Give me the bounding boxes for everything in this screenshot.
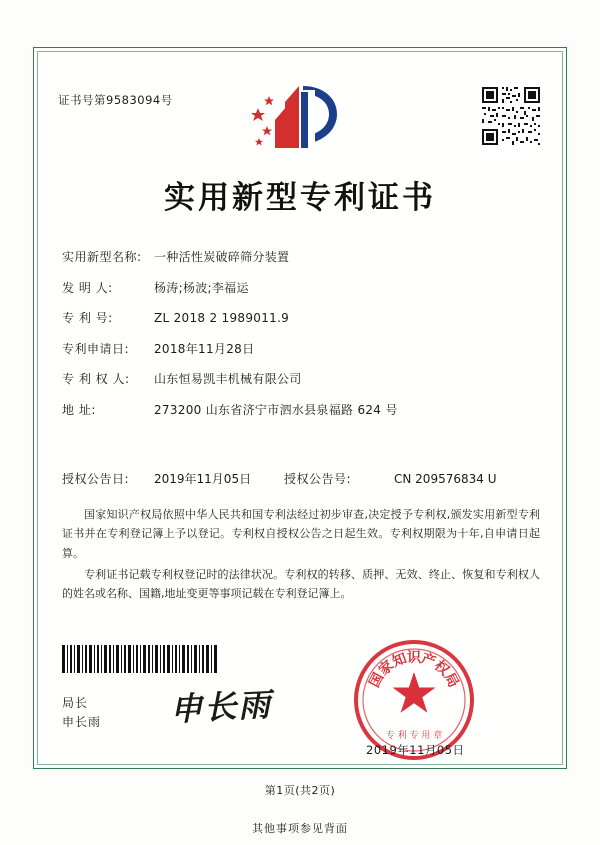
grant-number-label: 授权公告号:: [284, 472, 352, 486]
svg-text:专 利 专 用 章: 专 利 专 用 章: [385, 731, 443, 741]
field-label: 地 址:: [62, 402, 96, 417]
field-value: 273200 山东省济宁市泗水县泉福路 624 号: [154, 402, 398, 417]
grant-date-label: 授权公告日:: [62, 472, 130, 486]
svg-text:产: 产: [419, 650, 438, 671]
legal-paragraph-2: 专利证书记载专利权登记时的法律状况。专利权的转移、质押、无效、终止、恢复和专利权人的姓名或名称、国籍,地址变更等事项记载在专利登记簿上。: [62, 567, 540, 600]
field-utility-model-name: [62, 248, 542, 265]
svg-text:权: 权: [431, 657, 453, 679]
legal-paragraph-1: 国家知识产权局依照中华人民共和国专利法经过初步审查,决定授予专利权,颁发实用新型专利证书并在专利登记簿上予以登记。专利权自授权公告之日起生效。专利权期限为十年,自申请日起算。: [62, 508, 540, 560]
field-patent-number: [62, 309, 542, 326]
footer-note: 其他事项参见背面: [252, 822, 348, 835]
barcode-icon: [62, 645, 220, 673]
qr-code-icon: [480, 85, 542, 147]
certificate-number: 证书号第9583094号: [58, 93, 173, 107]
field-value: 杨涛;杨波;李福运: [154, 280, 249, 295]
field-application-date: [62, 340, 542, 357]
field-label: 发 明 人:: [62, 280, 113, 295]
signature-block: [62, 694, 101, 731]
grant-date-value: 2019年11月05日: [154, 472, 252, 486]
field-value: 一种活性炭破碎筛分装置: [154, 250, 290, 264]
svg-text:识: 识: [407, 650, 421, 666]
svg-text:局: 局: [440, 670, 462, 691]
field-label: 实用新型名称:: [62, 250, 142, 264]
cnipa-logo-icon: [245, 82, 340, 152]
handwritten-signature: 申长雨: [169, 685, 274, 729]
field-label: 专 利 权 人:: [62, 372, 130, 386]
field-label: 专利申请日:: [62, 341, 130, 356]
seal-date: 2019年11月05日: [366, 743, 465, 757]
fields-list: [62, 248, 542, 431]
director-title-label: 局长: [62, 696, 89, 710]
field-inventor: [62, 279, 542, 296]
page-number: 第1页(共2页): [264, 784, 336, 797]
field-label: 专 利 号:: [62, 311, 113, 325]
svg-text:国: 国: [366, 670, 388, 691]
svg-text:家: 家: [375, 657, 397, 679]
field-value: ZL 2018 2 1989011.9: [154, 311, 290, 325]
field-value: 山东恒易凯丰机械有限公司: [154, 372, 302, 386]
field-patentee: [62, 370, 542, 387]
field-grant-announcement: [62, 470, 542, 487]
director-name-label: 申长雨: [62, 714, 102, 729]
grant-number-value: CN 209576834 U: [394, 472, 497, 486]
page-title: 实用新型专利证书: [164, 180, 436, 216]
svg-text:知: 知: [390, 650, 409, 671]
field-address: [62, 401, 542, 418]
legal-text: [62, 505, 540, 605]
field-value: 2018年11月28日: [154, 341, 255, 356]
